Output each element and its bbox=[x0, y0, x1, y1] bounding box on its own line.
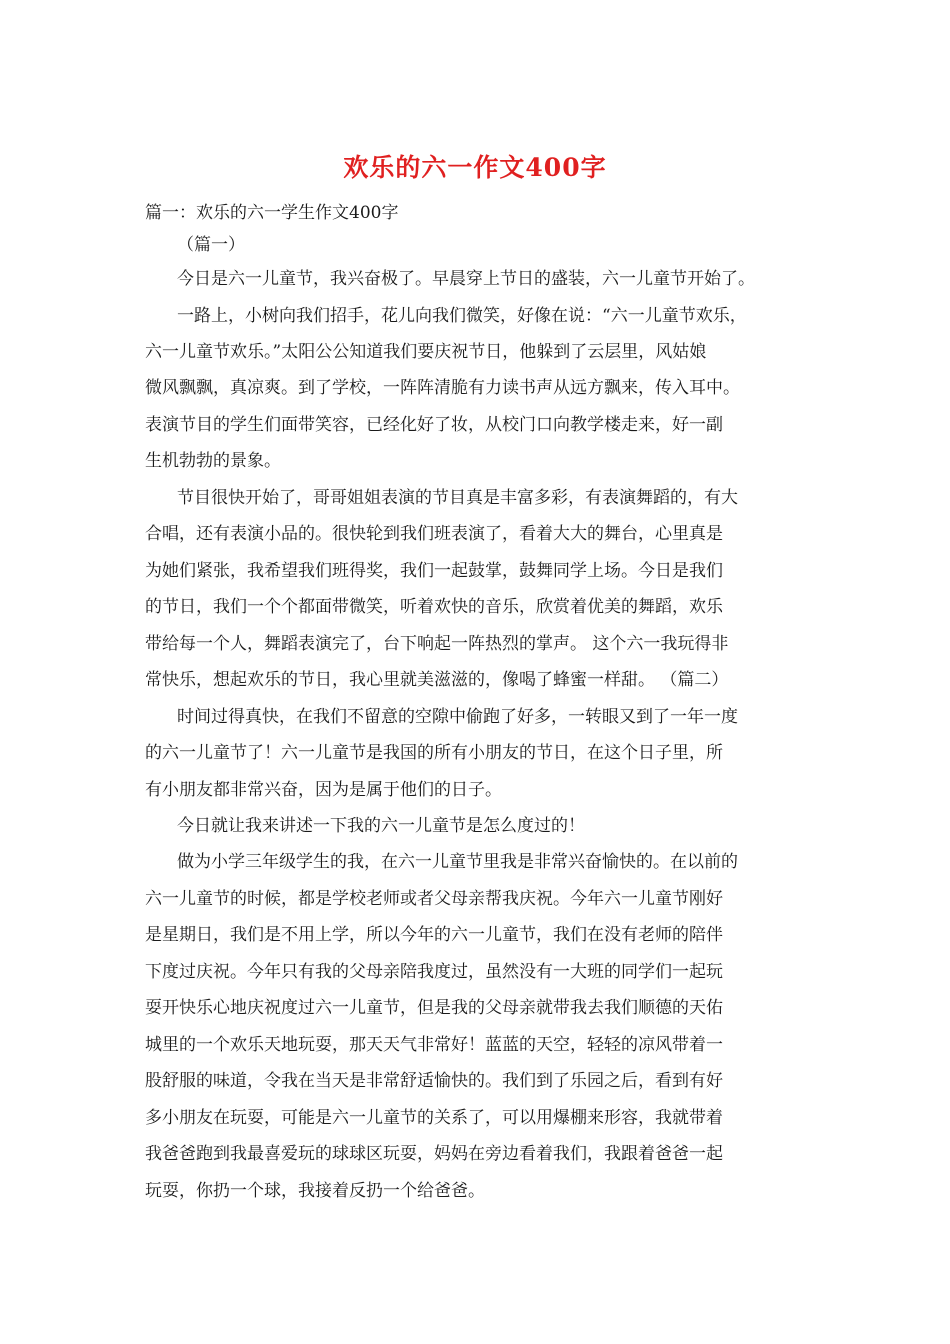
text-line: 城里的一个欢乐天地玩耍，那天天气非常好！蓝蓝的天空，轻轻的凉风带着一 bbox=[145, 1035, 723, 1055]
text-line: 生机勃勃的景象。 bbox=[145, 451, 281, 471]
text-line: 有小朋友都非常兴奋，因为是属于他们的日子。 bbox=[145, 780, 502, 800]
text-line: 带给每一个人，舞蹈表演完了，台下响起一阵热烈的掌声。 这个六一我玩得非 bbox=[145, 634, 729, 654]
text-line: 今日就让我来讲述一下我的六一儿童节是怎么度过的！ bbox=[177, 816, 585, 836]
text-line: 六一儿童节的时候，都是学校老师或者父母亲帮我庆祝。今年六一儿童节刚好 bbox=[145, 889, 723, 909]
text-line: 的六一儿童节了！六一儿童节是我国的所有小朋友的节日，在这个日子里，所 bbox=[145, 743, 723, 763]
text-line: 玩耍，你扔一个球，我接着反扔一个给爸爸。 bbox=[145, 1181, 485, 1201]
text-line: 表演节目的学生们面带笑容，已经化好了妆，从校门口向教学楼走来，好一副 bbox=[145, 415, 723, 435]
text-line: 股舒服的味道，令我在当天是非常舒适愉快的。我们到了乐园之后，看到有好 bbox=[145, 1071, 723, 1091]
text-line: 做为小学三年级学生的我，在六一儿童节里我是非常兴奋愉快的。在以前的 bbox=[177, 852, 738, 872]
text-line: 多小朋友在玩耍，可能是六一儿童节的关系了，可以用爆棚来形容，我就带着 bbox=[145, 1108, 723, 1128]
section-heading: 篇一：欢乐的六一学生作文400字 bbox=[145, 203, 399, 223]
text-line: 一路上，小树向我们招手，花儿向我们微笑，好像在说：“六一儿童节欢乐， bbox=[177, 306, 747, 326]
text-line: （篇一） bbox=[177, 235, 245, 255]
text-line: 微风飘飘，真凉爽。到了学校，一阵阵清脆有力读书声从远方飘来，传入耳中。 bbox=[145, 378, 740, 398]
text-line: 节目很快开始了，哥哥姐姐表演的节目真是丰富多彩，有表演舞蹈的，有大 bbox=[177, 488, 738, 508]
text-line: 时间过得真快，在我们不留意的空隙中偷跑了好多，一转眼又到了一年一度 bbox=[177, 707, 738, 727]
text-line: 耍开快乐心地庆祝度过六一儿童节，但是我的父母亲就带我去我们顺德的天佑 bbox=[145, 998, 723, 1018]
text-line: 的节日，我们一个个都面带微笑，听着欢快的音乐，欣赏着优美的舞蹈，欢乐 bbox=[145, 597, 723, 617]
text-line: 合唱，还有表演小品的。很快轮到我们班表演了，看着大大的舞台，心里真是 bbox=[145, 524, 723, 544]
text-line: 我爸爸跑到我最喜爱玩的球球区玩耍，妈妈在旁边看着我们，我跟着爸爸一起 bbox=[145, 1144, 723, 1164]
text-line: 今日是六一儿童节，我兴奋极了。早晨穿上节日的盛装，六一儿童节开始了。 bbox=[177, 269, 755, 289]
text-line: 下度过庆祝。今年只有我的父母亲陪我度过，虽然没有一大班的同学们一起玩 bbox=[145, 962, 723, 982]
text-line: 六一儿童节欢乐。”太阳公公知道我们要庆祝节日，他躲到了云层里，风姑娘 bbox=[145, 342, 707, 362]
text-line: 为她们紧张，我希望我们班得奖，我们一起鼓掌，鼓舞同学上场。今日是我们 bbox=[145, 561, 723, 581]
text-line: 常快乐，想起欢乐的节日，我心里就美滋滋的，像喝了蜂蜜一样甜。 （篇二） bbox=[145, 670, 729, 690]
document-title: 欢乐的六一作文400字 bbox=[343, 153, 607, 182]
text-line: 是星期日，我们是不用上学，所以今年的六一儿童节，我们在没有老师的陪伴 bbox=[145, 925, 723, 945]
